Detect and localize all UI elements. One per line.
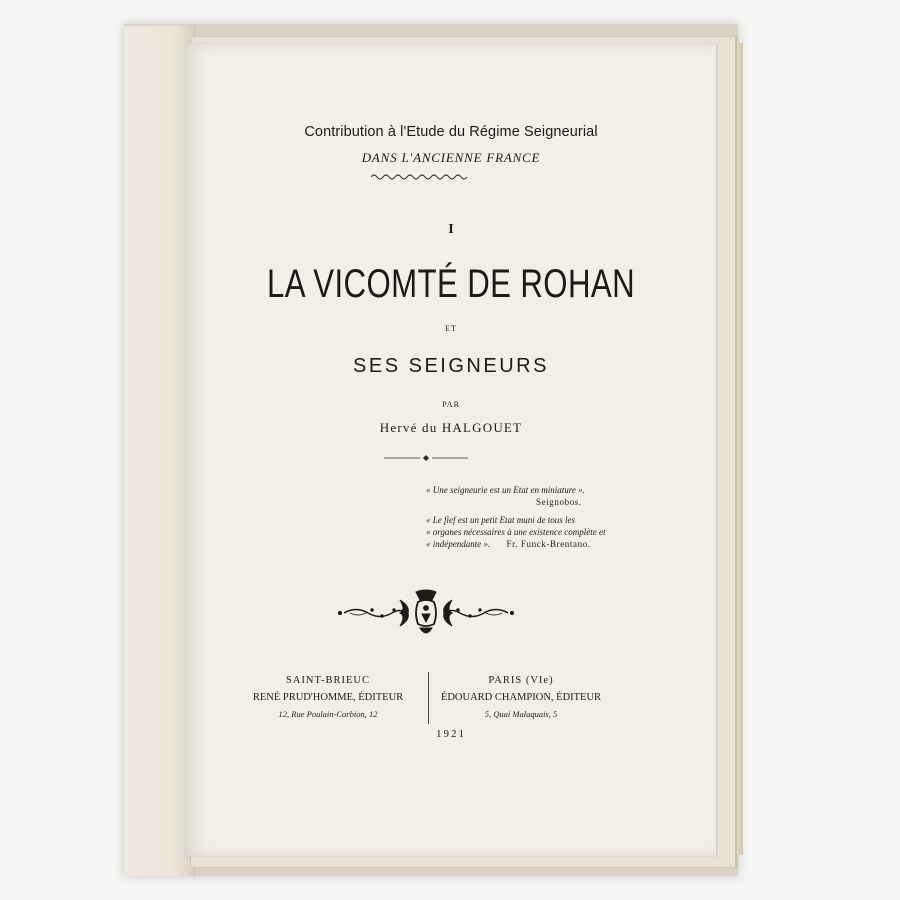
epigraph-2-line: « indépendante ». (426, 539, 491, 549)
imprint-left-publisher: RENÉ PRUD'HOMME, ÉDITEUR (252, 692, 404, 703)
imprint-right-city: PARIS (VIe) (488, 675, 554, 686)
publication-year: 1921 (436, 728, 466, 740)
epigraph-2-line: « Le fief est un petit Etat muni de tous les (426, 515, 575, 525)
author-rule-ornament (384, 454, 468, 462)
wavy-rule-ornament (371, 173, 467, 181)
imprint-right-publisher: ÉDOUARD CHAMPION, ÉDITEUR (440, 692, 602, 703)
imprint-left-city: SAINT-BRIEUC (286, 675, 370, 686)
title-page (186, 44, 716, 856)
left-page-edge (124, 26, 195, 876)
imprint-paris (436, 672, 606, 723)
imprint-divider (428, 672, 429, 724)
sub-title: SES SEIGNEURS (353, 355, 549, 377)
volume-numeral: I (448, 222, 454, 237)
epigraphs (426, 484, 626, 550)
conjunction-et: ET (445, 324, 457, 333)
epigraph-1-attribution: Seignobos. (536, 497, 582, 507)
series-title: Contribution à l'Etude du Régime Seigneurial (304, 124, 598, 140)
ornament-fleuron (336, 586, 516, 640)
imprint-right-address: 5, Quai Malaquais, 5 (484, 709, 558, 719)
main-title: LA VICOMTÉ DE ROHAN (266, 262, 636, 306)
imprint-left-address: 12, Rue Poulain-Corbion, 12 (278, 709, 378, 719)
imprint-saint-brieuc (236, 672, 420, 723)
epigraph-1-line: « Une seigneurie est un Etat en miniature ». (426, 485, 585, 495)
by-label: PAR (442, 400, 460, 409)
epigraph-2-line: « organes nécessaires à une existence complète et (426, 527, 606, 537)
series-subtitle: DANS L'ANCIENNE FRANCE (361, 150, 541, 165)
author-name: Hervé du HALGOUET (379, 420, 523, 435)
epigraph-2-attribution: Fr. Funck-Brentano. (506, 539, 591, 549)
epigraph-2-line-last (426, 538, 626, 550)
